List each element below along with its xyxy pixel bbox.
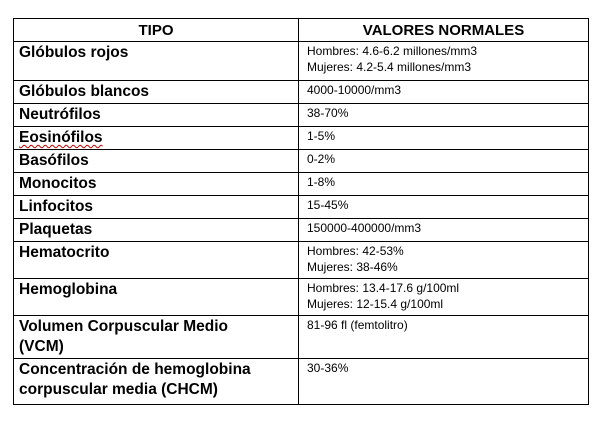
tipo-label: Glóbulos rojos — [19, 44, 129, 61]
valor-text: 1-5% — [307, 129, 336, 143]
tipo-label: Eosinófilos — [19, 129, 103, 146]
valor-text: Hombres: 42-53% — [307, 244, 404, 258]
table-row — [14, 316, 589, 359]
table-row — [14, 359, 589, 405]
valor-text: Mujeres: 38-46% — [307, 260, 398, 274]
valor-cell — [299, 196, 589, 219]
tipo-label: Hematocrito — [19, 244, 110, 261]
table-row — [14, 104, 589, 127]
table-row — [14, 173, 589, 196]
tipo-cell — [14, 42, 299, 81]
table-row — [14, 242, 589, 279]
table-row — [14, 219, 589, 242]
table-row — [14, 150, 589, 173]
tipo-label: Plaquetas — [19, 221, 93, 238]
table-row — [14, 127, 589, 150]
tipo-label: Concentración de hemoglobina — [19, 361, 251, 378]
tipo-label: Volumen Corpuscular Medio — [19, 318, 228, 335]
tipo-label: Basófilos — [19, 152, 89, 169]
valor-text: Mujeres: 12-15.4 g/100ml — [307, 297, 444, 311]
tipo-label: Hemoglobina — [19, 281, 118, 298]
table-row — [14, 196, 589, 219]
tipo-cell — [14, 150, 299, 173]
valor-text: 4000-10000/mm3 — [307, 83, 402, 97]
valor-cell — [299, 316, 589, 359]
valor-text: Hombres: 13.4-17.6 g/100ml — [307, 281, 460, 295]
valor-cell — [299, 81, 589, 104]
blood-values-table-container — [13, 18, 589, 405]
tipo-label: Neutrófilos — [19, 106, 101, 123]
tipo-label: Linfocitos — [19, 198, 94, 215]
valor-cell — [299, 104, 589, 127]
header-tipo: TIPO — [14, 19, 299, 42]
valor-text: Hombres: 4.6-6.2 millones/mm3 — [307, 44, 478, 58]
valor-cell — [299, 219, 589, 242]
valor-cell — [299, 150, 589, 173]
table-row — [14, 81, 589, 104]
table-body — [14, 42, 589, 405]
valor-cell — [299, 173, 589, 196]
valor-cell — [299, 359, 589, 405]
tipo-cell — [14, 81, 299, 104]
tipo-cell — [14, 196, 299, 219]
valor-text: 30-36% — [307, 361, 349, 375]
tipo-cell — [14, 359, 299, 405]
tipo-label: Glóbulos blancos — [19, 83, 150, 100]
tipo-cell — [14, 279, 299, 316]
valor-text: 81-96 fl (femtolitro) — [307, 318, 408, 332]
tipo-cell — [14, 104, 299, 127]
valor-cell — [299, 127, 589, 150]
tipo-cell — [14, 316, 299, 359]
tipo-cell — [14, 127, 299, 150]
header-valores-normales: VALORES NORMALES — [299, 19, 589, 42]
valor-text: 0-2% — [307, 152, 336, 166]
table-header-row — [14, 19, 589, 42]
tipo-label: Monocitos — [19, 175, 97, 192]
valor-text: 1-8% — [307, 175, 336, 189]
tipo-cell — [14, 242, 299, 279]
blood-values-table — [13, 18, 589, 405]
tipo-cell — [14, 219, 299, 242]
valor-text: Mujeres: 4.2-5.4 millones/mm3 — [307, 60, 472, 74]
tipo-label: (VCM) — [19, 338, 64, 355]
tipo-cell — [14, 173, 299, 196]
valor-cell — [299, 279, 589, 316]
valor-text: 38-70% — [307, 106, 349, 120]
table-row — [14, 42, 589, 81]
valor-cell — [299, 42, 589, 81]
valor-text: 15-45% — [307, 198, 349, 212]
table-row — [14, 279, 589, 316]
valor-cell — [299, 242, 589, 279]
tipo-label: corpuscular media (CHCM) — [19, 381, 218, 398]
valor-text: 150000-400000/mm3 — [307, 221, 422, 235]
